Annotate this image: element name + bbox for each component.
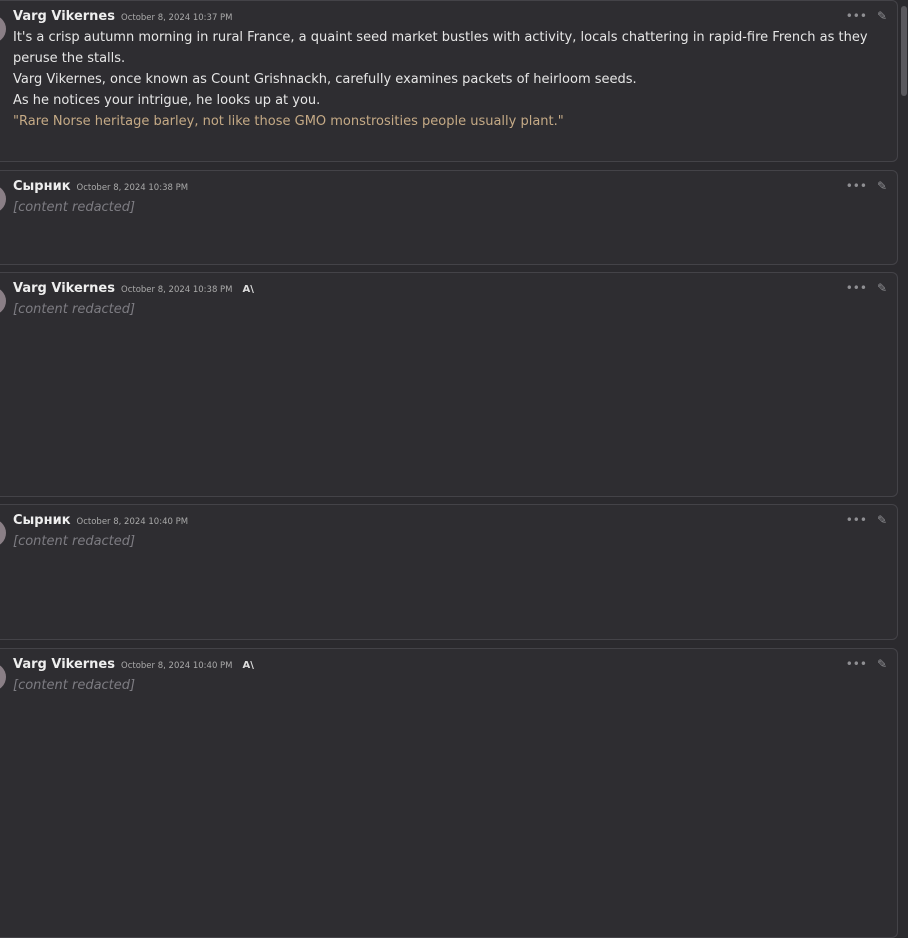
scrollbar-thumb[interactable] (901, 6, 907, 96)
avatar[interactable] (0, 663, 6, 691)
more-icon[interactable]: ••• (845, 513, 867, 527)
message-line: [content redacted] (13, 200, 136, 215)
ai-badge: A\ (242, 284, 254, 295)
author-name[interactable]: Varg Vikernes (13, 9, 115, 24)
avatar[interactable] (0, 185, 6, 213)
timestamp: October 8, 2024 10:40 PM (121, 661, 233, 671)
pencil-icon[interactable]: ✎ (876, 513, 887, 527)
timestamp: October 8, 2024 10:40 PM (76, 517, 189, 527)
message-line: [content redacted] (13, 678, 136, 693)
timestamp: October 8, 2024 10:38 PM (121, 285, 233, 295)
message-line: Varg Vikernes, once known as Count Grishnackh, carefully examines packets of heirloom seeds. (13, 72, 637, 87)
avatar[interactable] (0, 519, 6, 547)
message-line: As he notices your intrigue, he looks up at you. (13, 93, 321, 108)
more-icon[interactable]: ••• (845, 179, 867, 193)
message-line: "Rare Norse heritage barley, not like those GMO monstrosities people usually plant." (13, 114, 564, 129)
avatar[interactable] (0, 287, 6, 315)
pencil-icon[interactable]: ✎ (876, 281, 887, 295)
chat-message (0, 648, 898, 938)
message-line: [content redacted] (13, 302, 136, 317)
avatar[interactable] (0, 15, 6, 43)
pencil-icon[interactable]: ✎ (876, 179, 887, 193)
author-name[interactable]: Сырник (13, 179, 71, 194)
chat-message (0, 272, 898, 497)
more-icon[interactable]: ••• (845, 281, 867, 295)
pencil-icon[interactable]: ✎ (876, 9, 887, 23)
ai-badge: A\ (242, 660, 254, 671)
timestamp: October 8, 2024 10:37 PM (121, 13, 233, 23)
chat-message (0, 170, 898, 265)
chat-message (0, 0, 898, 162)
author-name[interactable]: Сырник (13, 513, 71, 528)
chat-message (0, 504, 898, 640)
message-line: It's a crisp autumn morning in rural France, a quaint seed market bustles with activity, locals chattering in rapid-fire French as they peruse the stalls. (13, 30, 868, 66)
timestamp: October 8, 2024 10:38 PM (76, 183, 189, 193)
message-line: [content redacted] (13, 534, 136, 549)
pencil-icon[interactable]: ✎ (876, 657, 887, 671)
author-name[interactable]: Varg Vikernes (13, 657, 115, 672)
scrollbar[interactable] (900, 0, 908, 934)
more-icon[interactable]: ••• (845, 9, 867, 23)
author-name[interactable]: Varg Vikernes (13, 281, 115, 296)
more-icon[interactable]: ••• (845, 657, 867, 671)
